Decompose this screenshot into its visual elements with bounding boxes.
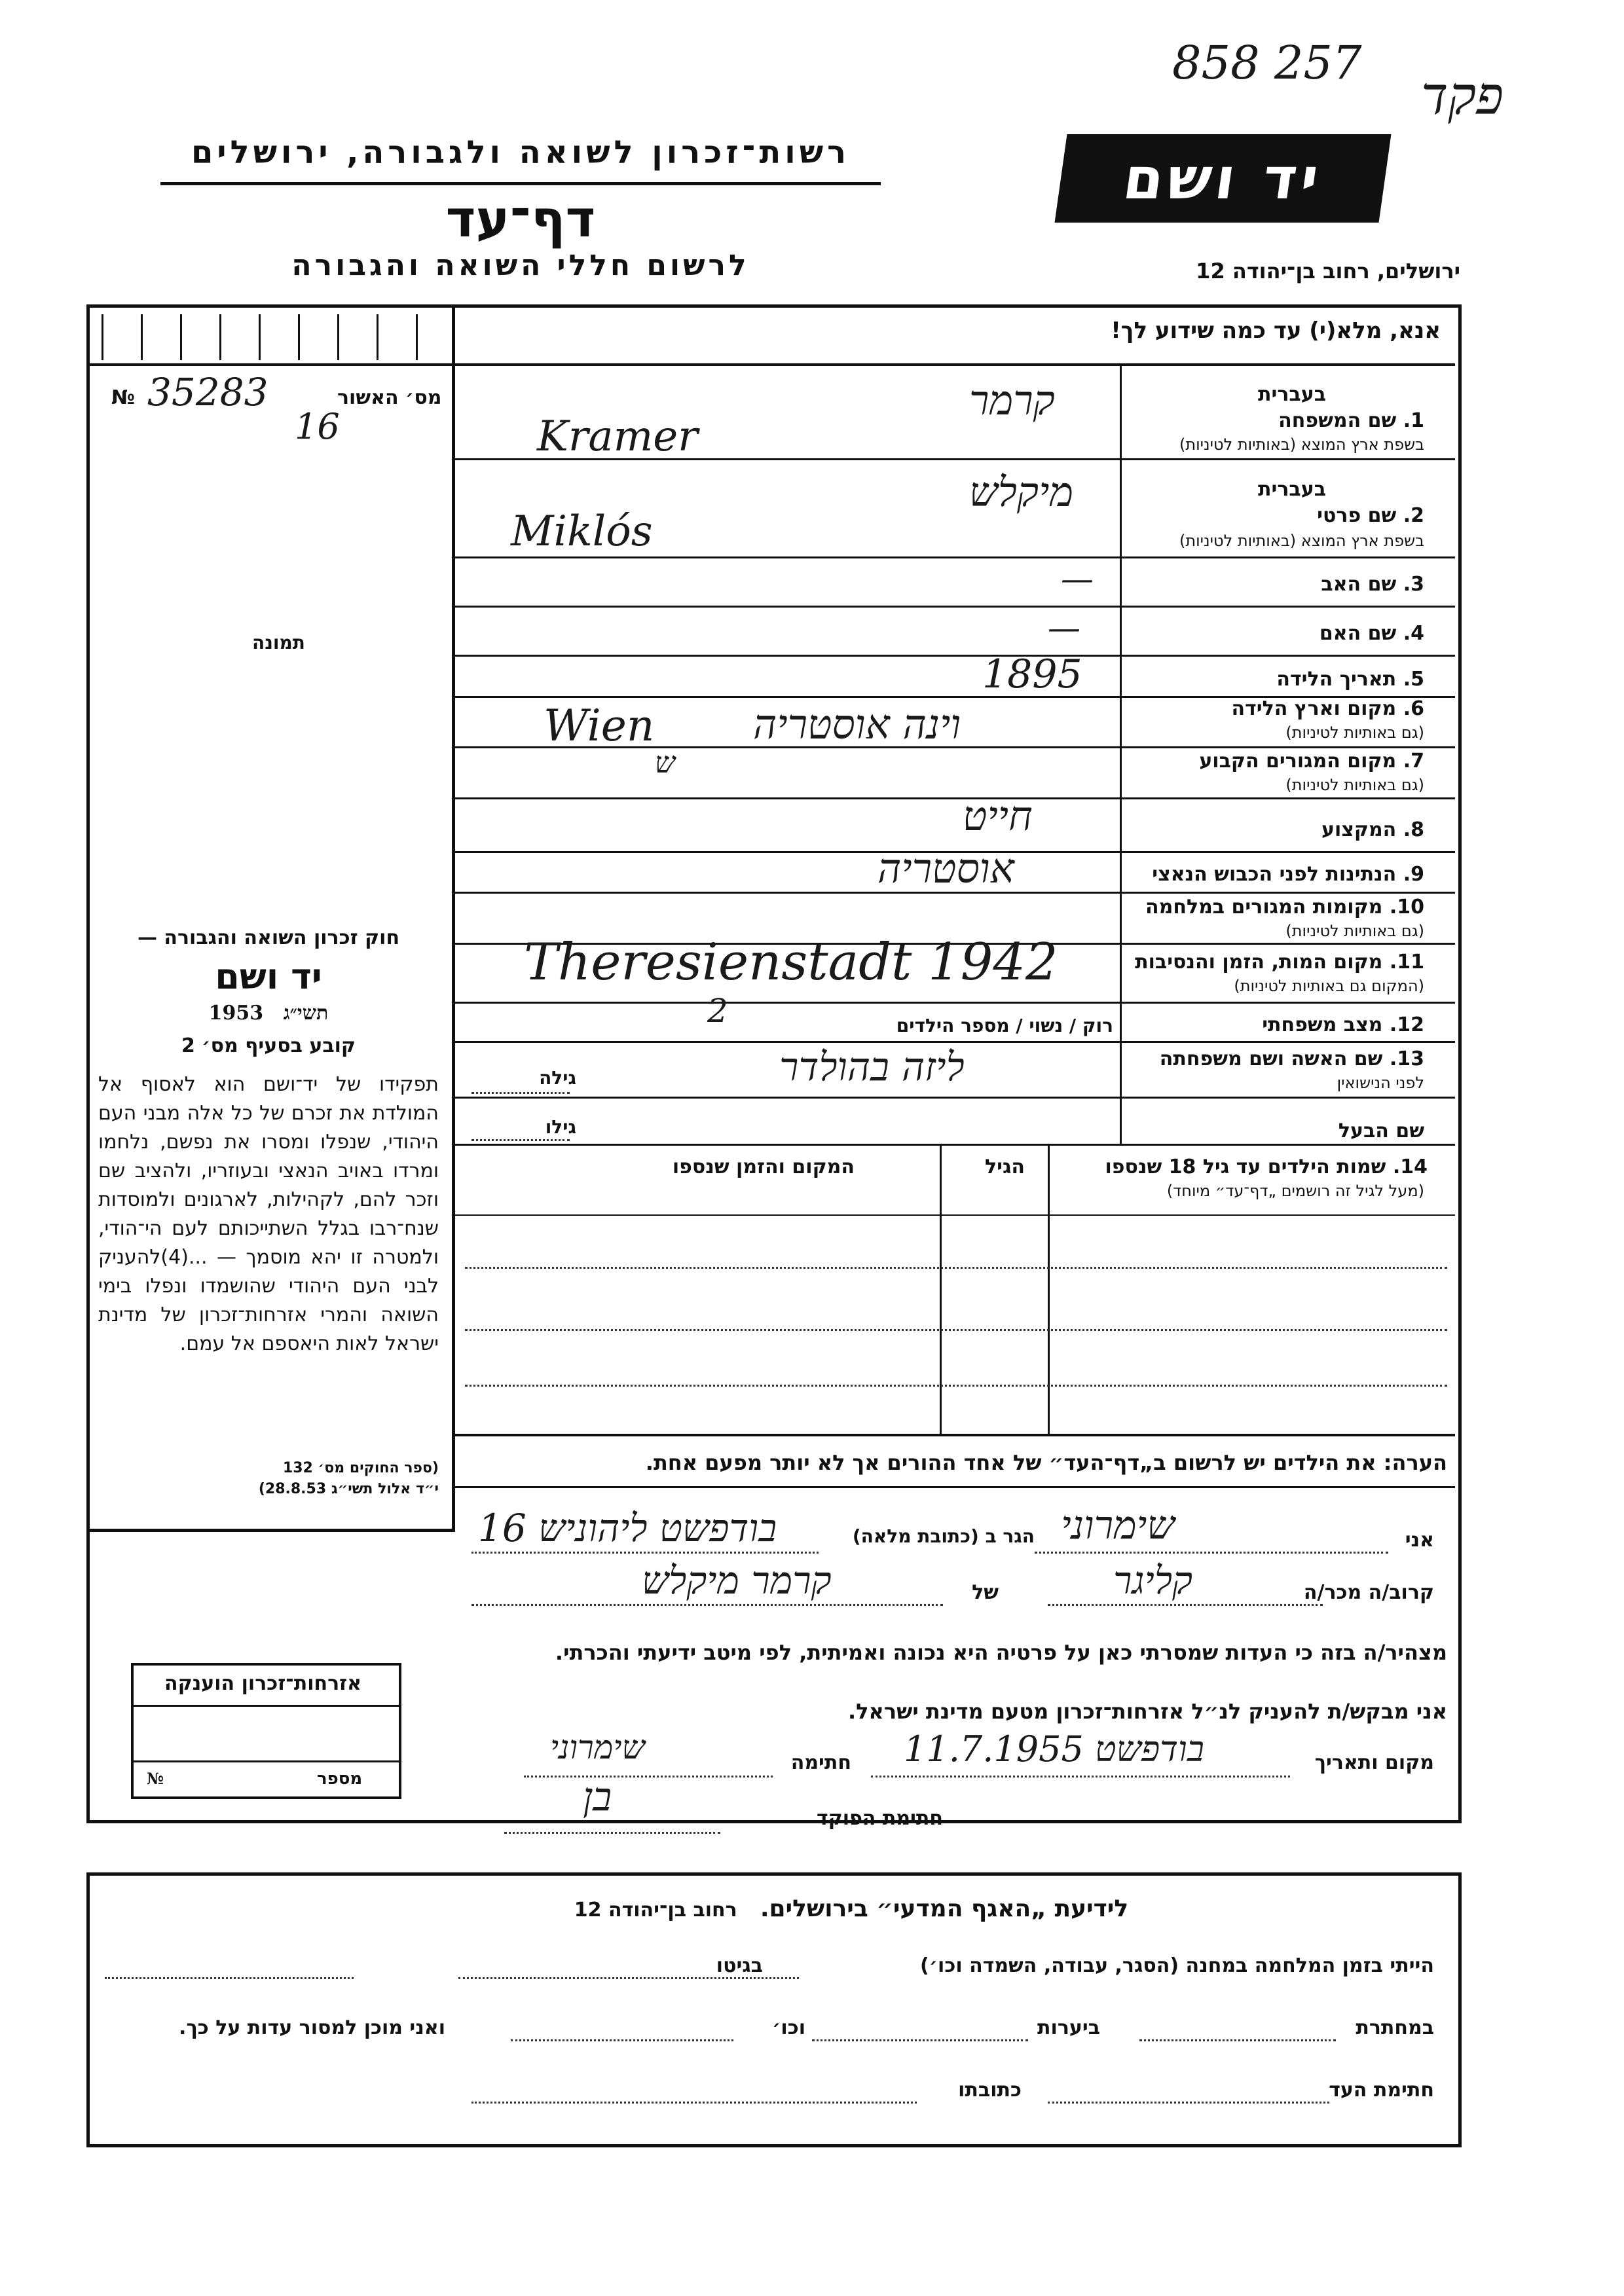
row-rule-13 bbox=[455, 1097, 1455, 1099]
field-6-sub: (גם באותיות לטיניות) bbox=[1285, 723, 1424, 742]
children-header-rule bbox=[455, 1214, 1455, 1216]
row-rule-2 bbox=[455, 556, 1455, 558]
stamp-title: אזרחות־זכרון הוענקה bbox=[164, 1672, 362, 1695]
field-1-sub: בשפת ארץ המוצא (באותיות לטיניות) bbox=[1179, 435, 1424, 454]
children-col-div-2 bbox=[940, 1146, 942, 1434]
row-rule-12 bbox=[455, 1041, 1455, 1043]
field-1-label bbox=[1278, 409, 1424, 432]
archive-number: 858 257 bbox=[1172, 36, 1362, 90]
officer-label: חתימת הפוקד bbox=[817, 1807, 943, 1830]
field-8-num: 8. bbox=[1403, 818, 1424, 841]
field-2-text: שם פרטי bbox=[1317, 504, 1397, 527]
field-8-label bbox=[1321, 818, 1424, 841]
law-citation-2: י״ד אלול תשי״ג 28.8.53) bbox=[258, 1481, 439, 1497]
row-rule-11 bbox=[455, 1002, 1455, 1004]
field-9-label bbox=[1152, 863, 1424, 886]
field-1-text: שם המשפחה bbox=[1278, 409, 1397, 432]
field-2-side: בעברית bbox=[1258, 478, 1326, 501]
field-13-age-label: גילה bbox=[539, 1067, 576, 1089]
signature-line bbox=[524, 1776, 773, 1777]
field-5-value[interactable]: 1895 bbox=[982, 651, 1082, 697]
field-10-num: 10. bbox=[1389, 896, 1424, 919]
field-11-sub: (המקום גם באותיות לטיניות) bbox=[1234, 977, 1424, 995]
intro-rule bbox=[86, 363, 1455, 366]
declarant-residing-label: הגר ב (כתובת מלאה) bbox=[852, 1525, 1035, 1547]
wife-age-line[interactable] bbox=[471, 1092, 570, 1094]
registration-number: 35283 bbox=[147, 370, 268, 414]
bottom-etc-label: וכו׳ bbox=[772, 2016, 805, 2039]
form-title: דף־עד bbox=[445, 190, 596, 249]
field-13-num: 13. bbox=[1389, 1048, 1424, 1070]
law-name: יד ושם bbox=[215, 956, 322, 997]
bottom-title: לידיעת „האגף המדעי״ בירושלים. bbox=[760, 1895, 1129, 1922]
row-rule-14 bbox=[455, 1144, 1455, 1146]
tick-boxes bbox=[101, 314, 442, 360]
bottom-line1-label: הייתי בזמן המלחמה במחנה (הסגר, עבודה, השמדה וכו׳) bbox=[920, 1954, 1434, 1977]
field-10-sub: (גם באותיות לטיניות) bbox=[1285, 922, 1424, 940]
husband-age-label: גילו bbox=[545, 1116, 576, 1138]
field-13-text: שם האשה ושם משפחתה bbox=[1159, 1048, 1383, 1070]
field-6-num: 6. bbox=[1403, 697, 1424, 720]
field-1-hebrew[interactable]: קרמר bbox=[969, 376, 1055, 424]
note-text: הערה: את הילדים יש לרשום ב„דף־העד״ של אחד ההורים אך לא יותר מפעם אחת. bbox=[645, 1450, 1447, 1475]
row-rule-7 bbox=[455, 797, 1455, 799]
of-line bbox=[471, 1604, 943, 1606]
field-13-value[interactable]: ליזה בהולדר bbox=[779, 1044, 965, 1090]
signature-value[interactable]: שימרוני bbox=[550, 1728, 645, 1766]
field-3-text: שם האב bbox=[1321, 573, 1397, 596]
registration-no-mark: № bbox=[111, 386, 136, 409]
declarant-name[interactable]: שימרוני bbox=[1061, 1503, 1175, 1548]
stamp-no-mark: № bbox=[147, 1769, 164, 1788]
bottom-forests-label: ביערות bbox=[1037, 2016, 1100, 2039]
field-7-sub: (גם באותיות לטיניות) bbox=[1285, 776, 1424, 794]
husband-label: שם הבעל bbox=[1338, 1120, 1424, 1142]
camp-line[interactable] bbox=[458, 1977, 799, 1979]
request-text: אני מבקש/ת להעניק לנ״ל אזרחות־זכרון מטעם מדינת ישראל. bbox=[848, 1699, 1447, 1724]
children-bottom-rule bbox=[455, 1434, 1455, 1436]
logo-text: יד ושם bbox=[1119, 145, 1327, 212]
bottom-witness-address-label: כתובתו bbox=[958, 2079, 1022, 2102]
registration-label: מס׳ האשור bbox=[337, 386, 442, 409]
law-clause: קובע בסעיף מס׳ 2 bbox=[181, 1034, 356, 1057]
label-column-divider bbox=[1120, 366, 1122, 1144]
field-3-value[interactable]: — bbox=[1061, 560, 1094, 598]
field-6-text: מקום וארץ הלידה bbox=[1231, 697, 1397, 720]
field-1-side: בעברית bbox=[1258, 383, 1326, 406]
row-rule-4 bbox=[455, 655, 1455, 657]
field-7-text: מקום המגורים הקבוע bbox=[1199, 750, 1397, 773]
authority-name: רשות־זכרון לשואה ולגבורה, ירושלים bbox=[191, 134, 851, 171]
children-num: 14. bbox=[1392, 1156, 1428, 1178]
children-row-2[interactable] bbox=[465, 1329, 1447, 1331]
relation-line bbox=[1048, 1604, 1323, 1606]
bottom-title-row bbox=[458, 1895, 1244, 1922]
bottom-underground-label: במחתרת bbox=[1356, 2016, 1434, 2039]
children-text: שמות הילדים עד גיל 18 שנספו bbox=[1105, 1156, 1386, 1178]
children-col-div-1 bbox=[1048, 1146, 1050, 1434]
field-4-label bbox=[1320, 622, 1424, 645]
field-11-text: מקום המות, הזמן והנסיבות bbox=[1135, 951, 1383, 974]
declarant-address[interactable]: בודפשט ליהוניש 16 bbox=[478, 1506, 777, 1550]
children-row-1[interactable] bbox=[465, 1267, 1447, 1269]
field-7-label bbox=[1199, 750, 1424, 773]
stamp-number-label: מספר bbox=[317, 1769, 363, 1789]
address: ירושלים, רחוב בן־יהודה 12 bbox=[1196, 259, 1460, 283]
field-10-label bbox=[1145, 896, 1424, 919]
place-date-label: מקום ותאריך bbox=[1314, 1751, 1434, 1774]
field-6-latin[interactable]: Wien bbox=[544, 701, 655, 751]
field-12-value[interactable]: 2 bbox=[707, 992, 728, 1030]
children-sub: (מעל לגיל זה רושמים „דף־עד״ מיוחד) bbox=[1166, 1182, 1424, 1200]
declarant-name-line bbox=[1035, 1552, 1388, 1554]
header-rule bbox=[160, 182, 881, 185]
law-title: חוק זכרון השואה והגבורה — bbox=[137, 926, 400, 949]
husband-age-line[interactable] bbox=[471, 1139, 570, 1141]
field-1-num: 1. bbox=[1403, 409, 1424, 432]
field-12-label bbox=[1262, 1013, 1424, 1036]
field-12-options: רוק / נשוי / מספר הילדים bbox=[896, 1015, 1113, 1036]
registration-sub-number: 16 bbox=[295, 406, 340, 447]
field-8-value[interactable]: חייט bbox=[963, 792, 1033, 840]
field-5-label bbox=[1276, 668, 1424, 691]
field-4-num: 4. bbox=[1403, 622, 1424, 645]
field-7-num: 7. bbox=[1403, 750, 1424, 773]
bottom-willing-label: ואני מוכן למסור עדות על כך. bbox=[179, 2016, 445, 2039]
law-year: 1953 bbox=[208, 1002, 264, 1025]
field-9-value[interactable]: אוסטריה bbox=[877, 845, 1014, 892]
field-2-latin[interactable]: Miklós bbox=[511, 507, 653, 556]
law-body: תפקידו של יד־ושם הוא לאסוף אל המולדת את זכרם של כל אלה מבני העם היהודי, שנפלו ומסרו את נפשם, נלחמו ומרדו באויב הנאצי ובעוזריו, ולהציב שם וזכר להם, לקהילות, לארגונים ולמוסדות שנח־רבו בגלל השתייכותם לעם הי־הודי, ולמטרה זו יהא מוסמך — ...(4)להעניק לבני העם היהודי שהושמדו ונפלו בימי השואה והמרי אזרחות־זכרון של מדינת ישראל לאות היאספם אל עמם. bbox=[98, 1073, 439, 1355]
bottom-witness-signature-label: חתימת העד bbox=[1329, 2079, 1434, 2102]
witness-signature-line[interactable] bbox=[1048, 2102, 1329, 2104]
field-8-text: המקצוע bbox=[1321, 818, 1397, 841]
photo-label: תמונה bbox=[252, 632, 305, 653]
field-9-text: הנתינות לפני הכבוש הנאצי bbox=[1152, 863, 1397, 886]
field-10-text: מקומות המגורים במלחמה bbox=[1145, 896, 1383, 919]
field-9-num: 9. bbox=[1403, 863, 1424, 886]
relation-value[interactable]: קליגר bbox=[1113, 1558, 1193, 1603]
field-1-latin[interactable]: Kramer bbox=[537, 412, 698, 461]
row-rule-3 bbox=[455, 606, 1455, 608]
citizenship-stamp-box bbox=[131, 1663, 401, 1799]
bottom-address: רחוב בן־יהודה 12 bbox=[574, 1899, 737, 1922]
underground-line[interactable] bbox=[1139, 2039, 1336, 2041]
law-citation-1: (ספר החוקים מס׳ 132 bbox=[282, 1460, 439, 1476]
children-col-place: המקום והזמן שנספו bbox=[672, 1156, 855, 1178]
of-value[interactable]: קרמר מיקלש bbox=[642, 1558, 832, 1603]
etc-line[interactable] bbox=[511, 2039, 733, 2041]
field-3-label bbox=[1321, 573, 1424, 596]
bottom-ghetto-label: בגיטו bbox=[716, 1954, 763, 1977]
field-5-num: 5. bbox=[1403, 668, 1424, 691]
field-12-text: מצב משפחתי bbox=[1262, 1013, 1383, 1036]
declaration-text: מצהיר/ה בזה כי העדות שמסרתי כאן על פרטיה היא נכונה ואמיתית, לפי מיטב ידיעתי והכרתי. bbox=[555, 1640, 1447, 1665]
field-11-value[interactable]: Theresienstadt 1942 bbox=[524, 933, 1058, 992]
sidebar-bottom-rule bbox=[86, 1529, 455, 1532]
field-2-label bbox=[1317, 504, 1424, 527]
ghetto-line[interactable] bbox=[105, 1977, 354, 1979]
field-4-value[interactable]: — bbox=[1048, 609, 1080, 647]
children-row-3[interactable] bbox=[465, 1385, 1447, 1387]
of-label: של bbox=[972, 1581, 999, 1604]
form-subtitle: לרשום חללי השואה והגבורה bbox=[291, 249, 750, 282]
note-rule bbox=[455, 1486, 1455, 1488]
intro-text: אנא, מלא(י) עד כמה שידוע לך! bbox=[1111, 318, 1441, 344]
declarant-i-label: אני bbox=[1405, 1529, 1434, 1552]
field-6-label bbox=[1232, 697, 1424, 720]
forests-line[interactable] bbox=[812, 2039, 1028, 2041]
law-year-hebrew: תשי״ג bbox=[283, 1002, 329, 1025]
corner-mark: פקד bbox=[1421, 65, 1504, 126]
law-year-row bbox=[98, 1002, 439, 1025]
place-date-value[interactable]: בודפשט 11.7.1955 bbox=[904, 1728, 1204, 1770]
officer-line bbox=[504, 1832, 720, 1834]
officer-value[interactable]: בן bbox=[583, 1774, 612, 1820]
signature-label: חתימה bbox=[790, 1751, 851, 1774]
field-2-sub: בשפת ארץ המוצא (באותיות לטיניות) bbox=[1179, 532, 1424, 550]
witness-address-line[interactable] bbox=[471, 2102, 917, 2104]
field-2-hebrew[interactable]: מיקלש bbox=[969, 468, 1074, 516]
field-4-text: שם האם bbox=[1319, 622, 1397, 645]
field-3-num: 3. bbox=[1403, 573, 1424, 596]
field-13-sub: לפני הנישואין bbox=[1337, 1074, 1424, 1092]
field-13-label bbox=[1160, 1048, 1424, 1070]
children-col-age: הגיל bbox=[985, 1156, 1025, 1178]
field-7-value[interactable]: ש bbox=[655, 746, 676, 780]
field-12-num: 12. bbox=[1389, 1013, 1424, 1036]
field-11-label bbox=[1135, 951, 1424, 974]
place-date-line bbox=[871, 1776, 1290, 1777]
children-label bbox=[1105, 1156, 1428, 1178]
field-2-num: 2. bbox=[1403, 504, 1424, 527]
relation-label: קרוב/ה מכר/ה bbox=[1303, 1581, 1434, 1604]
left-column-divider bbox=[452, 304, 455, 1529]
field-11-num: 11. bbox=[1389, 951, 1424, 974]
field-5-text: תאריך הלידה bbox=[1276, 668, 1397, 691]
field-6-hebrew[interactable]: וינה אוסטריה bbox=[753, 701, 961, 748]
yad-vashem-logo bbox=[1055, 134, 1392, 223]
declarant-address-line bbox=[471, 1552, 819, 1554]
